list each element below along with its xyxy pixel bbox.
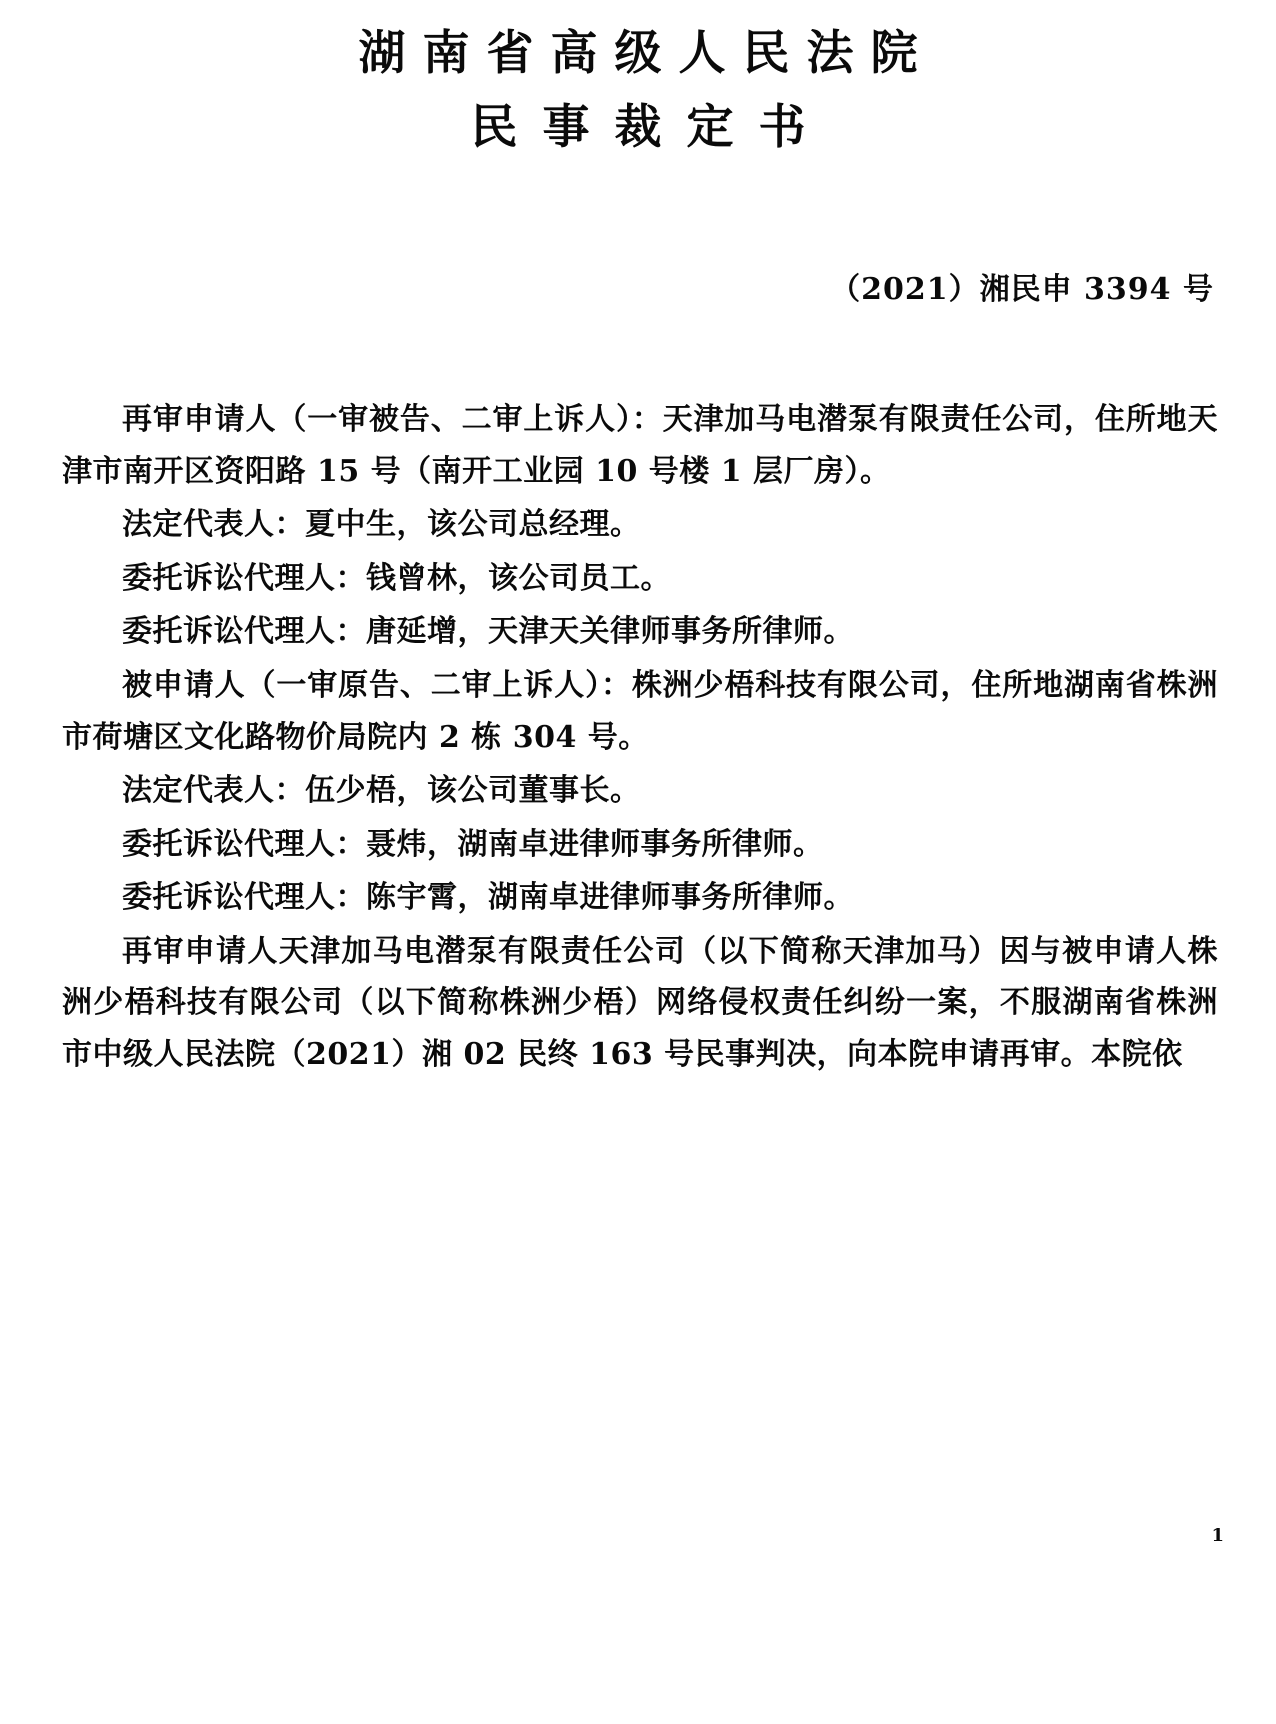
document-title-block (0, 22, 1276, 164)
paragraph-agent-1: 委托诉讼代理人：钱曾林，该公司员工。 (122, 560, 671, 596)
case-number: （2021）湘民申 3394 号 (830, 271, 1214, 307)
paragraph-legal-representative-2: 法定代表人：伍少梧，该公司董事长。 (122, 773, 641, 809)
paragraph-applicant: 再审申请人（一审被告、二审上诉人）：天津加马电潜泵有限责任公司，住所地天津市南开区资阳路 15 号（南开工业园 10 号楼 1 层厂房）。 (62, 401, 1218, 489)
document-body (0, 394, 1276, 1081)
paragraph-legal-representative-1: 法定代表人：夏中生，该公司总经理。 (122, 507, 641, 543)
document-page (0, 22, 1276, 1724)
page-number: 1 (1211, 1525, 1224, 1546)
paragraph-agent-2: 委托诉讼代理人：唐延增，天津天关律师事务所律师。 (122, 614, 854, 650)
document-type-title: 民事裁定书 (470, 100, 831, 156)
court-name-title: 湖南省高级人民法院 (358, 26, 935, 81)
paragraph-agent-4: 委托诉讼代理人：陈宇霄，湖南卓进律师事务所律师。 (122, 880, 854, 916)
paragraph-case-summary: 再审申请人天津加马电潜泵有限责任公司（以下简称天津加马）因与被申请人株洲少梧科技有限公司（以下简称株洲少梧）网络侵权责任纠纷一案，不服湖南省株洲市中级人民法院（2021）湘 02 民终 163 号民事判决，向本院申请再审。本院依 (62, 933, 1218, 1073)
paragraph-agent-3: 委托诉讼代理人：聂炜，湖南卓进律师事务所律师。 (122, 826, 824, 862)
paragraph-respondent: 被申请人（一审原告、二审上诉人）：株洲少梧科技有限公司，住所地湖南省株洲市荷塘区文化路物价局院内 2 栋 304 号。 (62, 667, 1218, 755)
